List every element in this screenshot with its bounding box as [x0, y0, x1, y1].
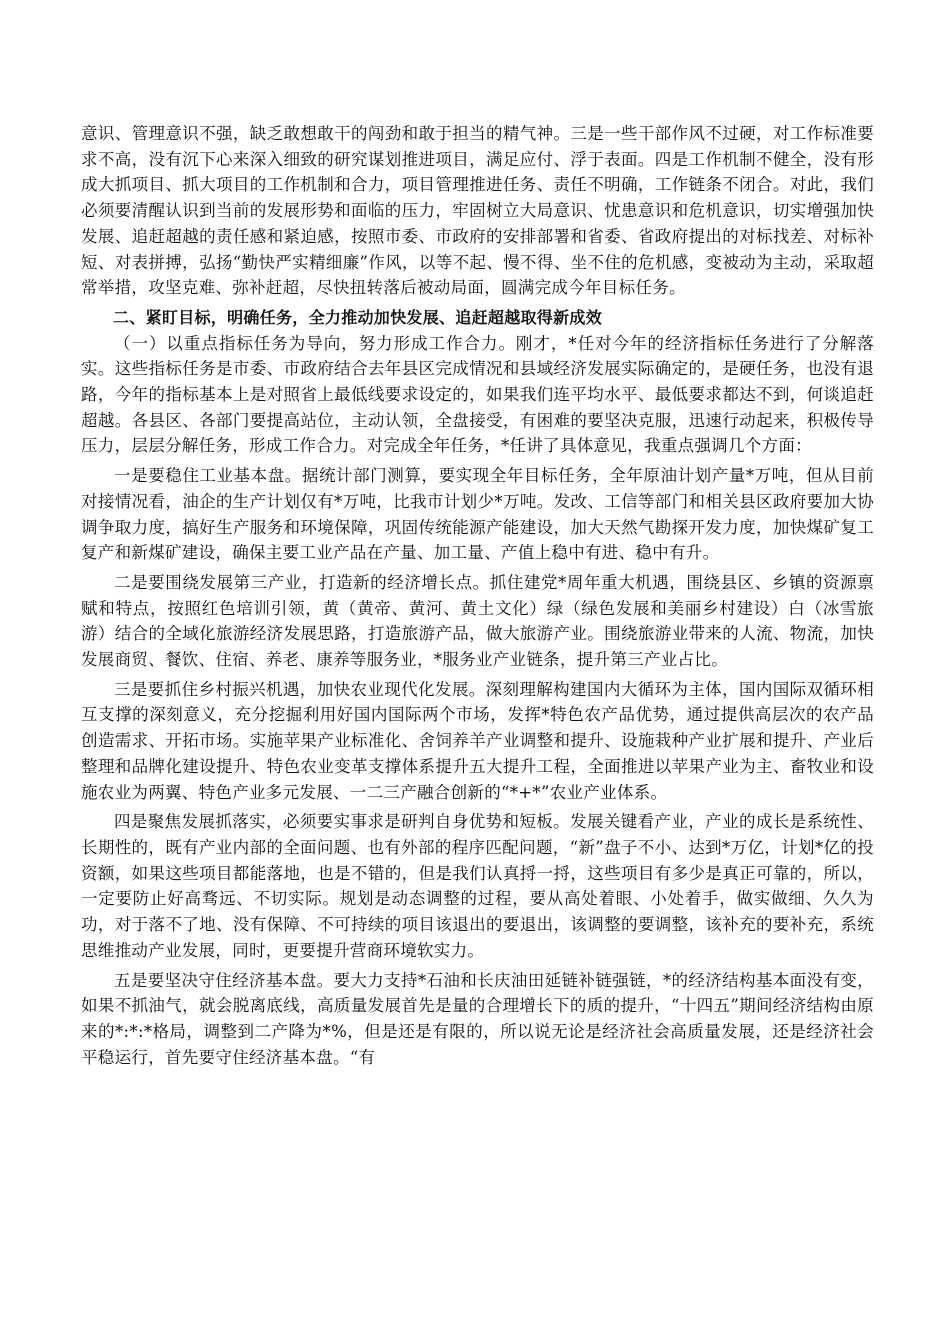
paragraph-point-2: 二是要围绕发展第三产业，打造新的经济增长点。抓住建党*周年重大机遇，围绕县区、乡镇的资源禀赋和特点，按照红色培训引领，黄（黄帝、黄河、黄土文化）绿（绿色发展和美丽乡村建设）白（冰雪旅游）结合的全域化旅游经济发展思路，打造旅游产品，做大旅游产业。围绕旅游业带来的人流、物流，加快发展商贸、餐饮、住宿、养老、康养等服务业，*服务业产业链条，提升第三产业占比。 — [81, 572, 874, 670]
paragraph-point-4: 四是聚焦发展抓落实，必须要实事求是研判自身优势和短板。发展关键看产业，产业的成长是系统性、长期性的，既有产业内部的全面问题、也有外部的程序匹配问题，“新”盘子不小、达到*万亿，计划*亿的投资额，如果这些项目都能落地，也是不错的，但是我们认真捋一捋，这些项目有多少是真正可靠的，所以，一定要防止好高骛远、不切实际。规划是动态调整的过程，要从高处着眼、小处着手，做实做细、久久为功，对于落不了地、没有保障、不可持续的项目该退出的要退出，该调整的要调整，该补充的要补充，系统思维推动产业发展，同时，更要提升营商环境软实力。 — [81, 812, 874, 960]
paragraph-subsection-1: （一）以重点指标任务为导向，努力形成工作合力。刚才，*任对今年的经济指标任务进行了分解落实。这些指标任务是市委、市政府结合去年县区完成情况和县域经济发展实际确定的，是硬任务，也没有退路，今年的指标基本上是对照省上最低线要求设定的，如果我们连平均水平、最低要求都达不到，何谈追赶超越。各县区、各部门要提高站位，主动认领，全盘接受，有困难的要坚决克服，迅速行动起来，积极传导压力，层层分解任务，形成工作合力。对完成全年任务，*任讲了具体意见，我重点强调几个方面： — [81, 333, 874, 456]
paragraph-continuation: 意识、管理意识不强，缺乏敢想敢干的闯劲和敢于担当的精气神。三是一些干部作风不过硬，对工作标准要求不高，没有沉下心来深入细致的研究谋划推进项目，满足应付、浮于表面。四是工作机制不健全，没有形成大抓项目、抓大项目的工作机制和合力，项目管理推进任务、责任不明确，工作链条不闭合。对此，我们必须要清醒认识到当前的发展形势和面临的压力，牢固树立大局意识、忧患意识和危机意识，切实增强加快发展、追赶超越的责任感和紧迫感，按照市委、市政府的安排部署和省委、省政府提出的对标找差、对标补短、对表拼搏，弘扬“勤快严实精细廉”作风，以等不起、慢不得、坐不住的危机感，变被动为主动，采取超常举措，攻坚克难、弥补赶超，尽快扭转落后被动局面，圆满完成今年目标任务。 — [81, 124, 874, 298]
section-heading: 二、紧盯目标，明确任务，全力推动加快发展、追赶超越取得新成效 — [113, 307, 603, 327]
paragraph-point-1: 一是要稳住工业基本盘。据统计部门测算，要实现全年目标任务，全年原油计划产量*万吨，但从目前对接情况看，油企的生产计划仅有*万吨，比我市计划少*万吨。发改、工信等部门和相关县区政府要加大协调争取力度，搞好生产服务和环境保障，巩固传统能源产能建设，加大天然气勘探开发力度，加快煤矿复工复产和新煤矿建设，确保主要工业产品在产量、加工量、产值上稳中有进、稳中有升。 — [81, 466, 874, 563]
document-page — [81, 121, 874, 1070]
paragraph-point-3: 三是要抓住乡村振兴机遇，加快农业现代化发展。深刻理解构建国内大循环为主体，国内国际双循环相互支撑的深刻意义，充分挖掘利用好国内国际两个市场，发挥*特色农产品优势，通过提供高层次的农产品创造需求、开拓市场。实施苹果产业标准化、舍饲养羊产业调整和提升、设施栽种产业扩展和提升、产业后整理和品牌化建设提升、特色农业变革支撑体系提升五大提升工程，全面推进以苹果产业为主、畜牧业和设施农业为两翼、特色产业多元发展、一二三产融合创新的“*+*”农业产业体系。 — [81, 679, 874, 802]
paragraph-point-5: 五是要坚决守住经济基本盘。要大力支持*石油和长庆油田延链补链强链，*的经济结构基本面没有变，如果不抓油气，就会脱离底线，高质量发展首先是量的合理增长下的质的提升，“十四五”期间经济结构由原来的*:*:*格局，调整到二产降为*%，但是还是有限的，所以说无论是经济社会高质量发展，还是经济社会平稳运行，首先要守住经济基本盘。“有 — [81, 970, 874, 1067]
